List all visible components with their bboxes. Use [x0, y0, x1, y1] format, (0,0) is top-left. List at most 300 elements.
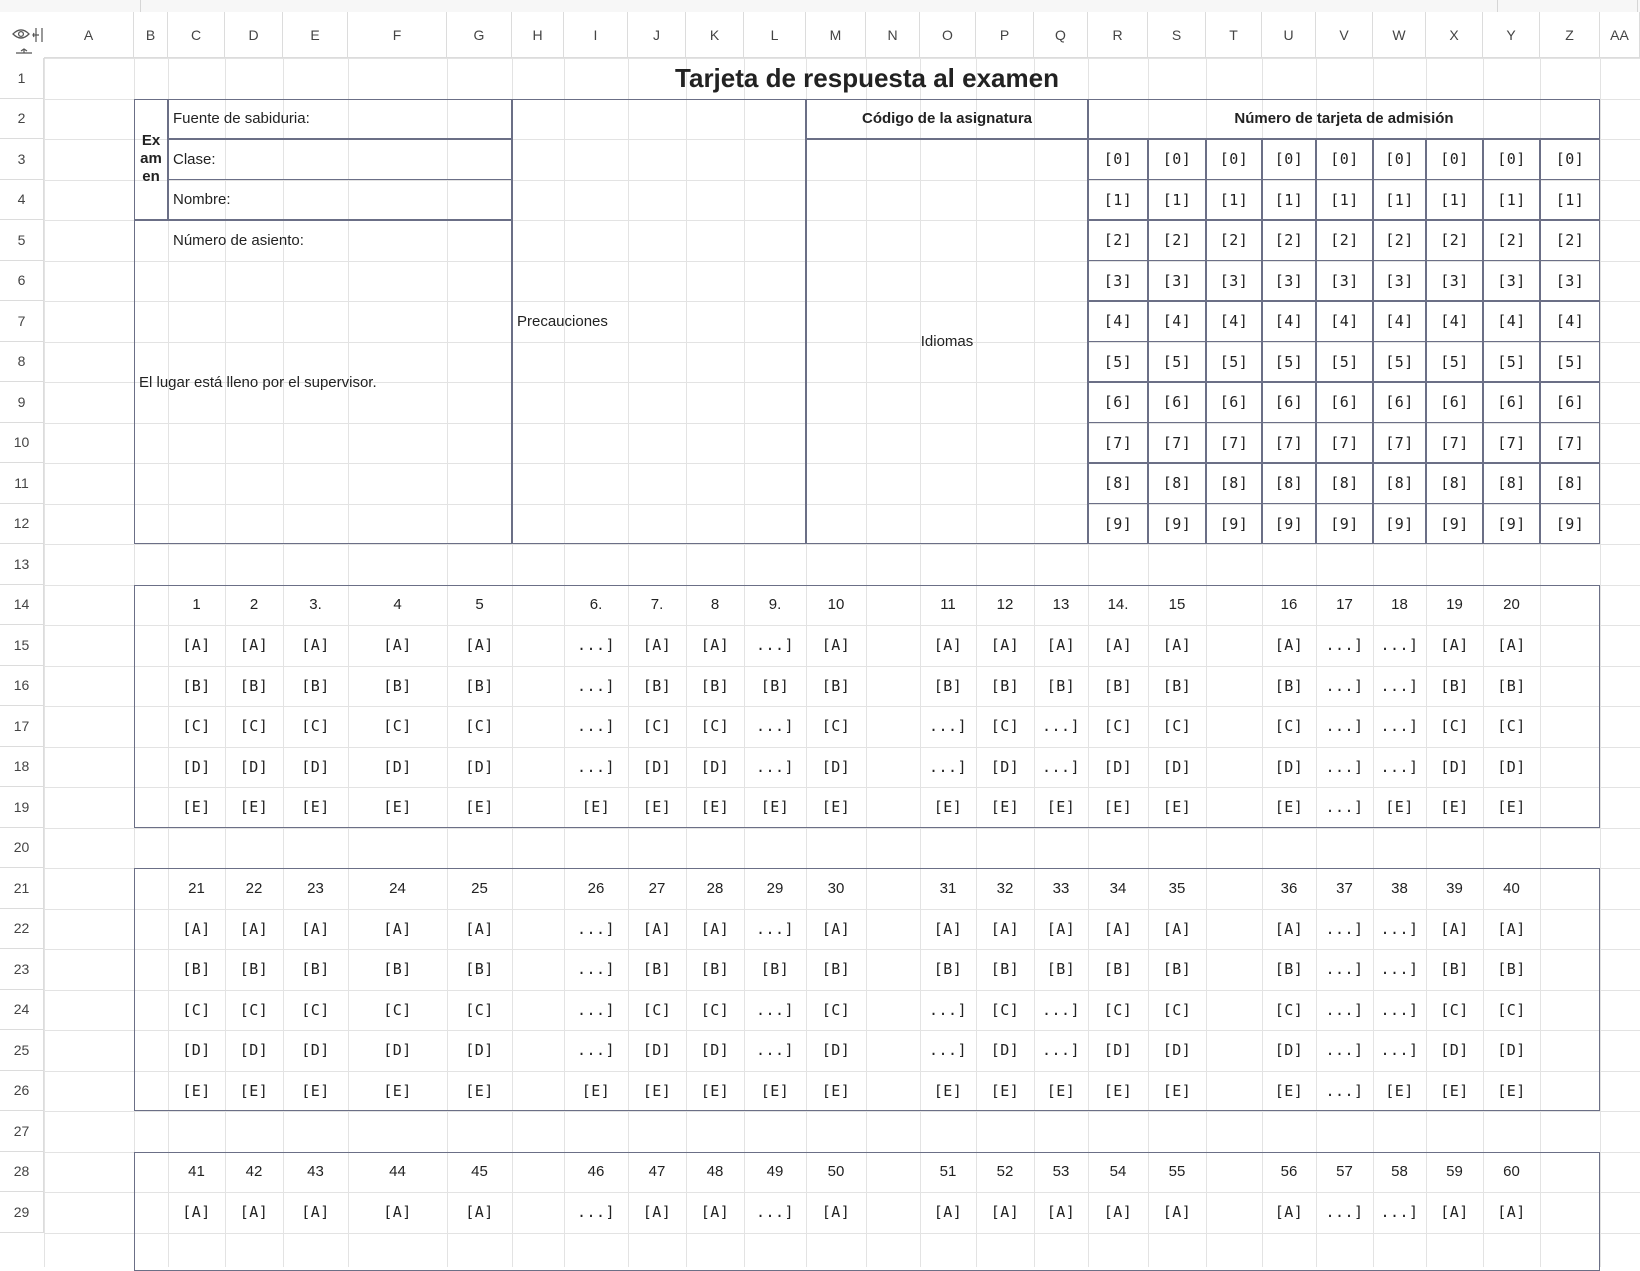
admission-digit-cell[interactable]: [0] — [1373, 139, 1426, 180]
question-number[interactable]: 56 — [1262, 1152, 1316, 1193]
admission-digit-cell[interactable]: [9] — [1426, 504, 1483, 545]
admission-digit-cell[interactable]: [8] — [1316, 463, 1373, 504]
answer-option[interactable]: [E] — [686, 1071, 744, 1112]
answer-option[interactable]: [C] — [1426, 990, 1483, 1031]
answer-option[interactable]: [D] — [283, 1030, 348, 1071]
question-number[interactable]: 60 — [1483, 1152, 1540, 1193]
answer-option[interactable]: ...] — [564, 706, 628, 747]
question-number[interactable]: 28 — [686, 868, 744, 909]
column-header-s[interactable]: S — [1148, 12, 1206, 58]
question-number[interactable]: 38 — [1373, 868, 1426, 909]
column-header-h[interactable]: H — [512, 12, 564, 58]
subject-code-header[interactable]: Código de la asignatura — [806, 99, 1088, 140]
answer-option[interactable]: [E] — [806, 1071, 866, 1112]
answer-option[interactable]: [A] — [168, 1192, 225, 1233]
row-header-18[interactable]: 18 — [0, 747, 44, 788]
answer-option[interactable]: ...] — [564, 1192, 628, 1233]
answer-option[interactable]: ...] — [1373, 666, 1426, 707]
question-number[interactable]: 40 — [1483, 868, 1540, 909]
question-number[interactable]: 59 — [1426, 1152, 1483, 1193]
answer-option[interactable]: [D] — [806, 1030, 866, 1071]
answer-option[interactable]: [E] — [1373, 1071, 1426, 1112]
answer-option[interactable]: [D] — [348, 747, 447, 788]
answer-option[interactable]: ...] — [564, 909, 628, 950]
answer-option[interactable]: [C] — [225, 990, 283, 1031]
answer-option[interactable]: [B] — [628, 949, 686, 990]
admission-digit-cell[interactable]: [3] — [1148, 261, 1206, 302]
row-header-21[interactable]: 21 — [0, 868, 44, 909]
answer-option[interactable]: [D] — [628, 747, 686, 788]
answer-option[interactable]: [A] — [920, 625, 976, 666]
row-header-27[interactable]: 27 — [0, 1111, 44, 1152]
admission-digit-cell[interactable]: [2] — [1206, 220, 1262, 261]
admission-digit-cell[interactable]: [2] — [1540, 220, 1600, 261]
answer-option[interactable]: [A] — [1034, 909, 1088, 950]
admission-digit-cell[interactable]: [5] — [1540, 342, 1600, 383]
answer-option[interactable]: [A] — [976, 1192, 1034, 1233]
admission-digit-cell[interactable]: [3] — [1262, 261, 1316, 302]
answer-option[interactable]: ...] — [1316, 625, 1373, 666]
admission-digit-cell[interactable]: [6] — [1373, 382, 1426, 423]
question-number[interactable]: 46 — [564, 1152, 628, 1193]
answer-option[interactable]: [C] — [447, 706, 512, 747]
question-number[interactable]: 11 — [920, 585, 976, 626]
answer-option[interactable]: [B] — [686, 666, 744, 707]
answer-option[interactable]: [B] — [1262, 949, 1316, 990]
answer-option[interactable]: [B] — [1426, 949, 1483, 990]
row-header-8[interactable]: 8 — [0, 342, 44, 383]
answer-option[interactable]: ...] — [1316, 1071, 1373, 1112]
answer-option[interactable]: ...] — [564, 747, 628, 788]
answer-option[interactable]: [A] — [447, 1192, 512, 1233]
answer-option[interactable]: [E] — [283, 1071, 348, 1112]
answer-option[interactable]: [B] — [1262, 666, 1316, 707]
answer-option[interactable]: [B] — [168, 666, 225, 707]
answer-option[interactable]: [B] — [283, 949, 348, 990]
answer-option[interactable]: [C] — [1262, 990, 1316, 1031]
answer-option[interactable]: ...] — [744, 625, 806, 666]
row-header-13[interactable]: 13 — [0, 544, 44, 585]
answer-option[interactable]: [A] — [686, 909, 744, 950]
question-number[interactable]: 30 — [806, 868, 866, 909]
answer-option[interactable]: [D] — [1088, 747, 1148, 788]
question-number[interactable]: 37 — [1316, 868, 1373, 909]
answer-option[interactable]: [A] — [806, 909, 866, 950]
answer-option[interactable]: ...] — [1373, 990, 1426, 1031]
answer-option[interactable]: [B] — [1148, 666, 1206, 707]
question-number[interactable]: 4 — [348, 585, 447, 626]
answer-option[interactable]: [A] — [447, 909, 512, 950]
admission-digit-cell[interactable]: [1] — [1426, 180, 1483, 221]
question-number[interactable]: 21 — [168, 868, 225, 909]
admission-digit-cell[interactable]: [7] — [1426, 423, 1483, 464]
question-number[interactable]: 14. — [1088, 585, 1148, 626]
answer-option[interactable]: [A] — [686, 1192, 744, 1233]
question-number[interactable]: 7. — [628, 585, 686, 626]
question-number[interactable]: 27 — [628, 868, 686, 909]
admission-digit-cell[interactable]: [1] — [1373, 180, 1426, 221]
answer-option[interactable]: [A] — [1088, 625, 1148, 666]
answer-option[interactable]: [D] — [1483, 1030, 1540, 1071]
answer-option[interactable]: [C] — [1262, 706, 1316, 747]
answer-option[interactable]: [C] — [225, 706, 283, 747]
answer-option[interactable]: [C] — [1426, 706, 1483, 747]
answer-option[interactable]: [A] — [1483, 625, 1540, 666]
answer-option[interactable]: ...] — [1316, 787, 1373, 828]
column-header-u[interactable]: U — [1262, 12, 1316, 58]
answer-option[interactable]: ...] — [920, 747, 976, 788]
answer-option[interactable]: [A] — [1262, 909, 1316, 950]
column-header-l[interactable]: L — [744, 12, 806, 58]
admission-digit-cell[interactable]: [3] — [1540, 261, 1600, 302]
answer-option[interactable]: [A] — [225, 909, 283, 950]
admission-digit-cell[interactable]: [7] — [1088, 423, 1148, 464]
admission-digit-cell[interactable]: [6] — [1088, 382, 1148, 423]
row-header-11[interactable]: 11 — [0, 463, 44, 504]
admission-digit-cell[interactable]: [9] — [1540, 504, 1600, 545]
answer-option[interactable]: [B] — [806, 666, 866, 707]
answer-option[interactable]: [B] — [976, 666, 1034, 707]
answer-option[interactable]: [E] — [168, 1071, 225, 1112]
admission-digit-cell[interactable]: [8] — [1148, 463, 1206, 504]
answer-option[interactable]: [E] — [744, 1071, 806, 1112]
admission-digit-cell[interactable]: [9] — [1483, 504, 1540, 545]
answer-option[interactable]: [A] — [628, 625, 686, 666]
admission-digit-cell[interactable]: [5] — [1262, 342, 1316, 383]
row-header-22[interactable]: 22 — [0, 909, 44, 950]
answer-option[interactable]: [A] — [1426, 1192, 1483, 1233]
question-number[interactable]: 19 — [1426, 585, 1483, 626]
answer-option[interactable]: [C] — [1088, 990, 1148, 1031]
answer-option[interactable]: [C] — [283, 990, 348, 1031]
admission-digit-cell[interactable]: [4] — [1373, 301, 1426, 342]
answer-option[interactable]: [A] — [806, 1192, 866, 1233]
answer-option[interactable]: [D] — [1088, 1030, 1148, 1071]
column-header-e[interactable]: E — [283, 12, 348, 58]
answer-option[interactable]: ...] — [564, 949, 628, 990]
admission-digit-cell[interactable]: [4] — [1483, 301, 1540, 342]
answer-option[interactable]: [E] — [628, 1071, 686, 1112]
class-field[interactable]: Clase: — [168, 139, 512, 180]
question-number[interactable]: 16 — [1262, 585, 1316, 626]
column-header-y[interactable]: Y — [1483, 12, 1540, 58]
answer-option[interactable]: [E] — [1034, 787, 1088, 828]
row-header-24[interactable]: 24 — [0, 990, 44, 1031]
question-number[interactable]: 22 — [225, 868, 283, 909]
question-number[interactable]: 31 — [920, 868, 976, 909]
row-header-19[interactable]: 19 — [0, 787, 44, 828]
answer-option[interactable]: [D] — [628, 1030, 686, 1071]
answer-option[interactable]: [B] — [348, 949, 447, 990]
answer-option[interactable]: [C] — [348, 990, 447, 1031]
answer-option[interactable]: ...] — [1373, 1192, 1426, 1233]
admission-digit-cell[interactable]: [5] — [1426, 342, 1483, 383]
answer-option[interactable]: [A] — [1148, 625, 1206, 666]
answer-option[interactable]: [C] — [976, 706, 1034, 747]
question-number[interactable]: 13 — [1034, 585, 1088, 626]
answer-option[interactable]: [C] — [686, 990, 744, 1031]
column-header-n[interactable]: N — [866, 12, 920, 58]
answer-option[interactable]: [A] — [447, 625, 512, 666]
column-header-t[interactable]: T — [1206, 12, 1262, 58]
admission-digit-cell[interactable]: [7] — [1483, 423, 1540, 464]
answer-option[interactable]: [A] — [628, 909, 686, 950]
admission-digit-cell[interactable]: [1] — [1540, 180, 1600, 221]
answer-option[interactable]: ...] — [1373, 1030, 1426, 1071]
question-number[interactable]: 33 — [1034, 868, 1088, 909]
answer-option[interactable]: [E] — [1483, 787, 1540, 828]
row-header-25[interactable]: 25 — [0, 1030, 44, 1071]
question-number[interactable]: 43 — [283, 1152, 348, 1193]
answer-option[interactable]: [D] — [1426, 747, 1483, 788]
admission-digit-cell[interactable]: [8] — [1426, 463, 1483, 504]
answer-option[interactable]: [B] — [744, 666, 806, 707]
answer-option[interactable]: [C] — [1483, 990, 1540, 1031]
admission-digit-cell[interactable]: [6] — [1148, 382, 1206, 423]
select-all-corner[interactable] — [0, 12, 45, 59]
answer-option[interactable]: [E] — [1483, 1071, 1540, 1112]
admission-digit-cell[interactable]: [4] — [1316, 301, 1373, 342]
answer-option[interactable]: [E] — [564, 1071, 628, 1112]
admission-digit-cell[interactable]: [7] — [1262, 423, 1316, 464]
row-header-29[interactable]: 29 — [0, 1192, 44, 1233]
admission-digit-cell[interactable]: [0] — [1148, 139, 1206, 180]
admission-digit-cell[interactable]: [3] — [1316, 261, 1373, 302]
answer-option[interactable]: ...] — [1034, 747, 1088, 788]
answer-option[interactable]: ...] — [1316, 1192, 1373, 1233]
question-number[interactable]: 26 — [564, 868, 628, 909]
answer-option[interactable]: [D] — [348, 1030, 447, 1071]
admission-digit-cell[interactable]: [0] — [1483, 139, 1540, 180]
admission-digit-cell[interactable]: [8] — [1206, 463, 1262, 504]
answer-option[interactable]: [E] — [1262, 787, 1316, 828]
answer-option[interactable]: [A] — [225, 1192, 283, 1233]
question-number[interactable]: 41 — [168, 1152, 225, 1193]
question-number[interactable]: 6. — [564, 585, 628, 626]
column-header-j[interactable]: J — [628, 12, 686, 58]
answer-option[interactable]: ...] — [920, 1030, 976, 1071]
question-number[interactable]: 53 — [1034, 1152, 1088, 1193]
answer-option[interactable]: [B] — [1483, 666, 1540, 707]
answer-option[interactable]: [E] — [564, 787, 628, 828]
column-header-aa[interactable]: AA — [1600, 12, 1640, 58]
admission-digit-cell[interactable]: [0] — [1426, 139, 1483, 180]
admission-digit-cell[interactable]: [9] — [1206, 504, 1262, 545]
answer-option[interactable]: [B] — [225, 666, 283, 707]
admission-digit-cell[interactable]: [4] — [1206, 301, 1262, 342]
question-number[interactable]: 47 — [628, 1152, 686, 1193]
answer-option[interactable]: ...] — [1316, 990, 1373, 1031]
answer-option[interactable]: ...] — [920, 706, 976, 747]
admission-digit-cell[interactable]: [1] — [1483, 180, 1540, 221]
admission-digit-cell[interactable]: [5] — [1088, 342, 1148, 383]
question-number[interactable]: 58 — [1373, 1152, 1426, 1193]
answer-option[interactable]: [B] — [806, 949, 866, 990]
question-number[interactable]: 54 — [1088, 1152, 1148, 1193]
answer-option[interactable]: [B] — [744, 949, 806, 990]
answer-option[interactable]: [D] — [1262, 747, 1316, 788]
admission-digit-cell[interactable]: [0] — [1206, 139, 1262, 180]
admission-digit-cell[interactable]: [6] — [1262, 382, 1316, 423]
answer-option[interactable]: [D] — [686, 1030, 744, 1071]
answer-option[interactable]: [A] — [976, 909, 1034, 950]
column-header-c[interactable]: C — [168, 12, 225, 58]
question-number[interactable]: 2 — [225, 585, 283, 626]
answer-option[interactable]: [E] — [1088, 1071, 1148, 1112]
answer-option[interactable]: [C] — [168, 706, 225, 747]
admission-digit-cell[interactable]: [5] — [1148, 342, 1206, 383]
answer-option[interactable]: [C] — [1148, 706, 1206, 747]
question-number[interactable]: 18 — [1373, 585, 1426, 626]
question-number[interactable]: 36 — [1262, 868, 1316, 909]
answer-option[interactable]: [E] — [447, 787, 512, 828]
admission-digit-cell[interactable]: [1] — [1262, 180, 1316, 221]
answer-option[interactable]: [E] — [447, 1071, 512, 1112]
admission-digit-cell[interactable]: [3] — [1426, 261, 1483, 302]
column-header-r[interactable]: R — [1088, 12, 1148, 58]
question-number[interactable]: 25 — [447, 868, 512, 909]
admission-digit-cell[interactable]: [6] — [1426, 382, 1483, 423]
admission-digit-cell[interactable]: [9] — [1316, 504, 1373, 545]
answer-option[interactable]: [E] — [806, 787, 866, 828]
answer-option[interactable]: [D] — [168, 747, 225, 788]
column-header-z[interactable]: Z — [1540, 12, 1600, 58]
admission-digit-cell[interactable]: [1] — [1088, 180, 1148, 221]
answer-option[interactable]: [E] — [920, 787, 976, 828]
answer-option[interactable]: [E] — [283, 787, 348, 828]
answer-option[interactable]: [C] — [168, 990, 225, 1031]
answer-option[interactable]: [C] — [348, 706, 447, 747]
admission-digit-cell[interactable]: [8] — [1540, 463, 1600, 504]
answer-option[interactable]: [B] — [920, 949, 976, 990]
answer-option[interactable]: [A] — [283, 625, 348, 666]
answer-option[interactable]: ...] — [744, 909, 806, 950]
answer-option[interactable]: [E] — [225, 787, 283, 828]
question-number[interactable]: 1 — [168, 585, 225, 626]
answer-option[interactable]: [D] — [1483, 747, 1540, 788]
answer-option[interactable]: [B] — [447, 949, 512, 990]
question-number[interactable]: 17 — [1316, 585, 1373, 626]
answer-option[interactable]: [E] — [1262, 1071, 1316, 1112]
admission-digit-cell[interactable]: [7] — [1540, 423, 1600, 464]
admission-digit-cell[interactable]: [2] — [1088, 220, 1148, 261]
answer-option[interactable]: [E] — [1148, 1071, 1206, 1112]
answer-option[interactable]: ...] — [1373, 625, 1426, 666]
admission-digit-cell[interactable]: [1] — [1148, 180, 1206, 221]
answer-option[interactable]: [A] — [1148, 1192, 1206, 1233]
column-header-m[interactable]: M — [806, 12, 866, 58]
answer-option[interactable]: [D] — [447, 1030, 512, 1071]
answer-option[interactable]: ...] — [1373, 706, 1426, 747]
answer-option[interactable]: [C] — [447, 990, 512, 1031]
column-header-w[interactable]: W — [1373, 12, 1426, 58]
answer-option[interactable]: [E] — [976, 787, 1034, 828]
answer-option[interactable]: [D] — [283, 747, 348, 788]
answer-option[interactable]: [A] — [283, 909, 348, 950]
answer-option[interactable]: [B] — [1483, 949, 1540, 990]
answer-option[interactable]: ...] — [1316, 666, 1373, 707]
question-number[interactable]: 3. — [283, 585, 348, 626]
answer-option[interactable]: [B] — [628, 666, 686, 707]
answer-option[interactable]: [D] — [976, 1030, 1034, 1071]
row-header-2[interactable]: 2 — [0, 99, 44, 140]
answer-option[interactable]: [A] — [920, 1192, 976, 1233]
question-number[interactable]: 42 — [225, 1152, 283, 1193]
answer-option[interactable]: [B] — [976, 949, 1034, 990]
row-header-10[interactable]: 10 — [0, 423, 44, 464]
source-field[interactable]: Fuente de sabiduria: — [168, 99, 512, 140]
answer-option[interactable]: [A] — [1426, 625, 1483, 666]
seat-number-field[interactable]: Número de asiento: — [168, 220, 512, 261]
admission-digit-cell[interactable]: [5] — [1483, 342, 1540, 383]
answer-option[interactable]: [A] — [686, 625, 744, 666]
answer-option[interactable]: [C] — [628, 990, 686, 1031]
eye-icon[interactable] — [12, 28, 30, 40]
answer-option[interactable]: [C] — [1088, 706, 1148, 747]
admission-digit-cell[interactable]: [8] — [1262, 463, 1316, 504]
answer-option[interactable]: ...] — [744, 706, 806, 747]
answer-option[interactable]: [D] — [168, 1030, 225, 1071]
answer-option[interactable]: [C] — [976, 990, 1034, 1031]
answer-option[interactable]: [A] — [1034, 625, 1088, 666]
question-number[interactable]: 52 — [976, 1152, 1034, 1193]
question-number[interactable]: 15 — [1148, 585, 1206, 626]
answer-option[interactable]: [B] — [348, 666, 447, 707]
row-header-16[interactable]: 16 — [0, 666, 44, 707]
answer-option[interactable]: ...] — [1034, 990, 1088, 1031]
answer-option[interactable]: [B] — [920, 666, 976, 707]
answer-option[interactable]: [A] — [168, 909, 225, 950]
admission-digit-cell[interactable]: [9] — [1088, 504, 1148, 545]
question-number[interactable]: 55 — [1148, 1152, 1206, 1193]
answer-option[interactable]: [B] — [168, 949, 225, 990]
row-header-14[interactable]: 14 — [0, 585, 44, 626]
admission-digit-cell[interactable]: [1] — [1316, 180, 1373, 221]
answer-option[interactable]: ...] — [564, 1030, 628, 1071]
column-header-v[interactable]: V — [1316, 12, 1373, 58]
answer-option[interactable]: [D] — [976, 747, 1034, 788]
admission-digit-cell[interactable]: [2] — [1373, 220, 1426, 261]
answer-option[interactable]: [B] — [686, 949, 744, 990]
question-number[interactable]: 44 — [348, 1152, 447, 1193]
question-number[interactable]: 23 — [283, 868, 348, 909]
question-number[interactable]: 48 — [686, 1152, 744, 1193]
admission-digit-cell[interactable]: [8] — [1483, 463, 1540, 504]
answer-option[interactable]: ...] — [1316, 909, 1373, 950]
answer-option[interactable]: [D] — [1148, 747, 1206, 788]
row-header-20[interactable]: 20 — [0, 828, 44, 869]
column-header-f[interactable]: F — [348, 12, 447, 58]
answer-option[interactable]: [E] — [1426, 1071, 1483, 1112]
column-header-x[interactable]: X — [1426, 12, 1483, 58]
admission-digit-cell[interactable]: [4] — [1088, 301, 1148, 342]
answer-option[interactable]: [C] — [806, 990, 866, 1031]
answer-option[interactable]: [B] — [1426, 666, 1483, 707]
column-header-o[interactable]: O — [920, 12, 976, 58]
answer-option[interactable]: [D] — [447, 747, 512, 788]
column-header-i[interactable]: I — [564, 12, 628, 58]
row-header-12[interactable]: 12 — [0, 504, 44, 545]
admission-digit-cell[interactable]: [4] — [1426, 301, 1483, 342]
answer-option[interactable]: ...] — [744, 1030, 806, 1071]
admission-digit-cell[interactable]: [2] — [1148, 220, 1206, 261]
question-number[interactable]: 9. — [744, 585, 806, 626]
supervisor-note[interactable]: El lugar está lleno por el supervisor. — [134, 220, 512, 544]
answer-option[interactable]: ...] — [1373, 909, 1426, 950]
admission-digit-cell[interactable]: [0] — [1088, 139, 1148, 180]
question-number[interactable]: 29 — [744, 868, 806, 909]
answer-option[interactable]: [A] — [1088, 909, 1148, 950]
